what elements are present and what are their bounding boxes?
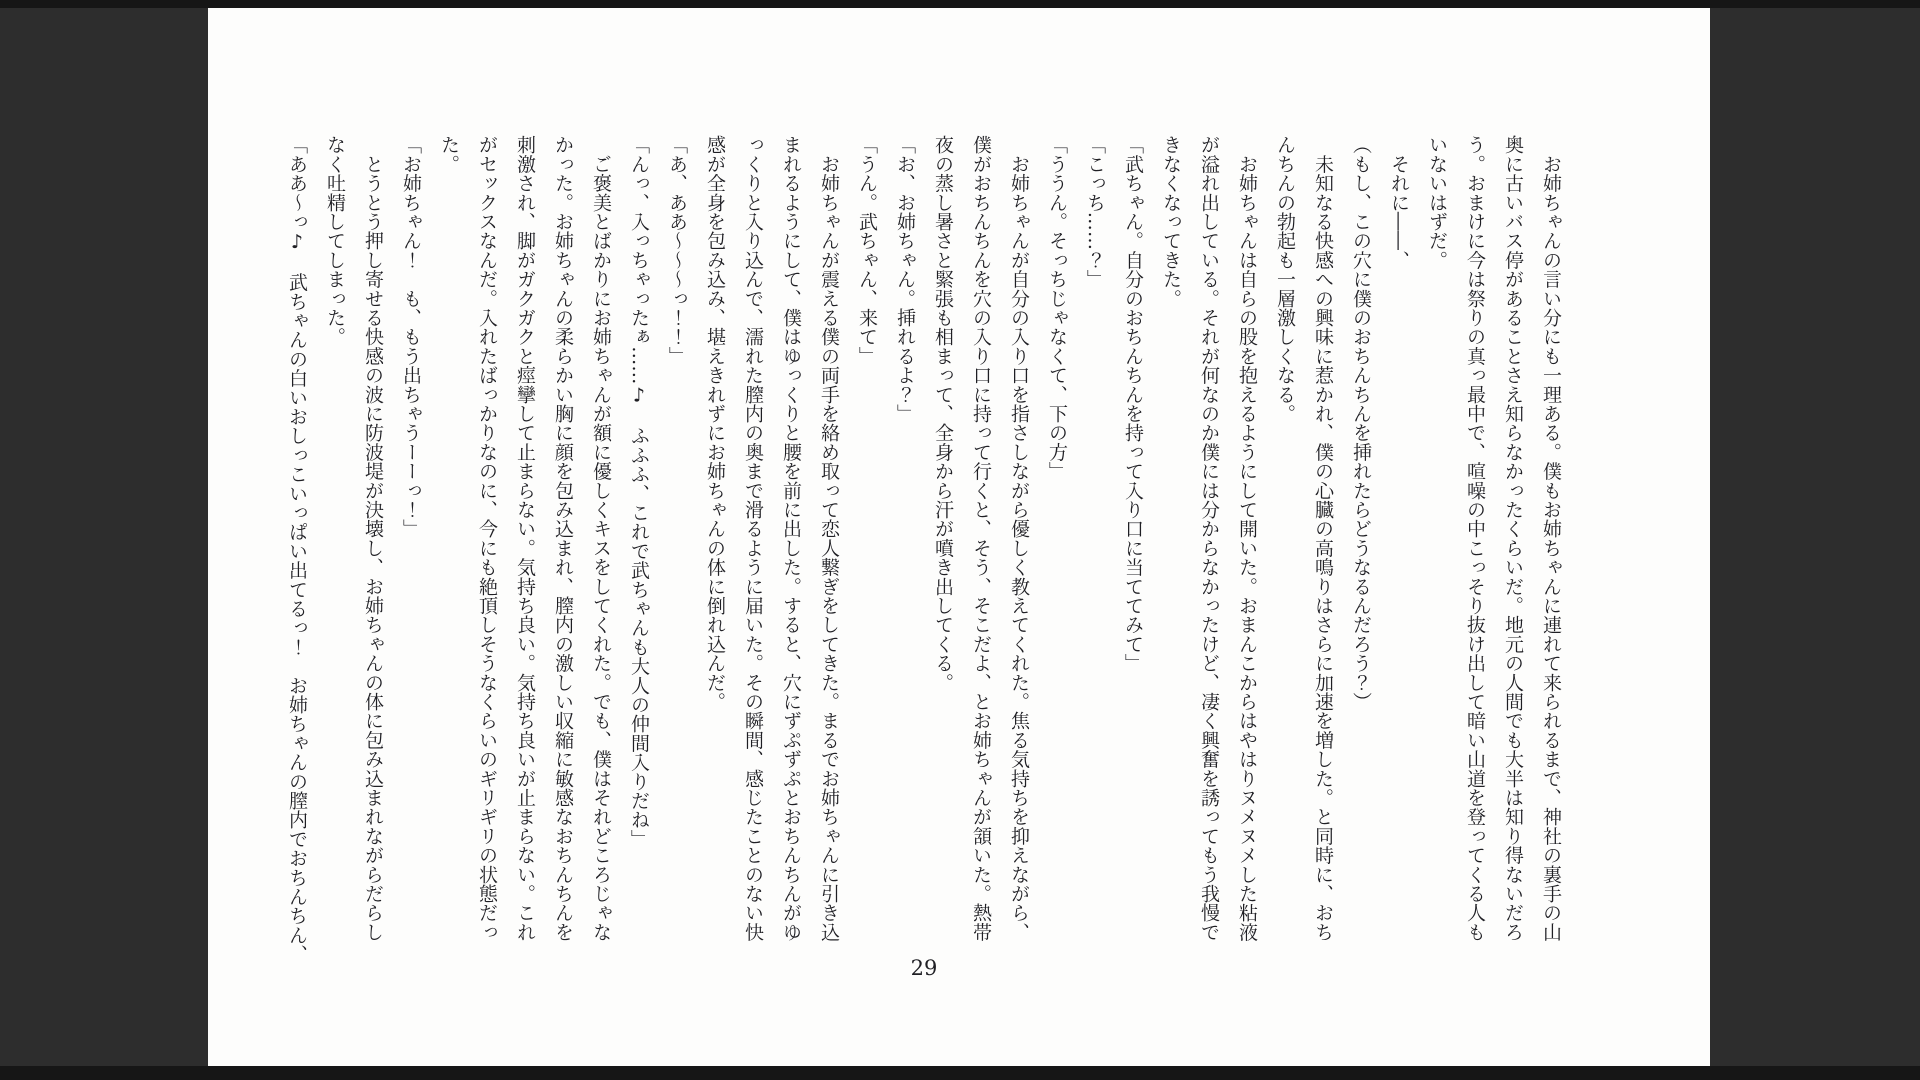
text-line: いないはずだ。 [1426, 135, 1448, 270]
text-line: 僕がおちんちんを穴の入り口に持って行くと、そう、そこだよ、とお姉ちゃんが頷いた。熱帯 [970, 135, 992, 942]
text-line: 夜の蒸し暑さと緊張も相まって、全身から汗が噴き出してくる。 [932, 135, 954, 692]
page-number: 29 [910, 956, 938, 980]
text-line: 「ああ～っ♪ 武ちゃんの白いおしっこいっぱい出てるっ！ お姉ちゃんの膣内でおちんちん、 [286, 135, 308, 964]
text-line: （もし、この穴に僕のおちんちんを挿れたらどうなるんだろう？） [1350, 135, 1372, 711]
text-line: なく吐精してしまった。 [324, 135, 346, 347]
text-line: とうとう押し寄せる快感の波に防波堤が決壊し、お姉ちゃんの体に包み込まれながらだらし [362, 135, 384, 942]
text-line: 「お姉ちゃん！ も、もう出ちゃうーーっ！」 [400, 135, 422, 539]
text-line: 「んっ、入っちゃったぁ……♪ ふふふ、これで武ちゃんも大人の仲間入りだね」 [628, 135, 650, 849]
text-line: お姉ちゃんが震える僕の両手を絡め取って恋人繋ぎをしてきた。まるでお姉ちゃんに引き込 [818, 135, 840, 942]
text-line: ご褒美とばかりにお姉ちゃんが額に優しくキスをしてくれた。でも、僕はそれどころじゃな [590, 135, 612, 942]
text-line: 「こっち……？」 [1084, 135, 1106, 289]
text-line: た。 [438, 135, 460, 174]
bottom-border-bar [0, 1066, 1920, 1080]
vertical-text-block [278, 135, 1570, 968]
top-border-bar [0, 0, 1920, 8]
text-line: 「うん。武ちゃん、来て」 [856, 135, 878, 366]
text-line: お姉ちゃんが自分の入り口を指さしながら優しく教えてくれた。焦る気持ちを抑えながら、 [1008, 135, 1030, 942]
text-line: う。おまけに今は祭りの真っ最中で、喧噪の中こっそり抜け出して暗い山道を登ってくる人も [1464, 135, 1486, 942]
text-line: んちんの勃起も一層激しくなる。 [1274, 135, 1296, 423]
text-line: 「武ちゃん。自分のおちんちんを持って入り口に当ててみて」 [1122, 135, 1144, 673]
text-line: が溢れ出している。それが何なのか僕には分からなかったけど、凄く興奮を誘ってもう我慢で [1198, 135, 1220, 942]
book-page[interactable] [208, 8, 1710, 1066]
text-line: まれるようにして、僕はゆっくりと腰を前に出した。すると、穴にずぷずぷとおちんちんがゆ [780, 135, 802, 942]
text-line: っくりと入り込んで、濡れた膣内の奥まで滑るように届いた。その瞬間、感じたことのない快 [742, 135, 764, 942]
text-line: 「お、お姉ちゃん。挿れるよ？」 [894, 135, 916, 423]
text-line: がセックスなんだ。入れたばっかりなのに、今にも絶頂しそうなくらいのギリギリの状態だっ [476, 135, 498, 942]
text-line: きなくなってきた。 [1160, 135, 1182, 308]
text-line: 奥に古いバス停があることさえ知らなかったくらいだ。地元の人間でも大半は知り得ないだろ [1502, 135, 1524, 942]
text-line: お姉ちゃんの言い分にも一理ある。僕もお姉ちゃんに連れて来られるまで、神社の裏手の山 [1540, 135, 1562, 942]
text-line: それに――、 [1388, 135, 1410, 270]
text-line: 未知なる快感への興味に惹かれ、僕の心臓の高鳴りはさらに加速を増した。と同時に、おち [1312, 135, 1334, 942]
text-line: 感が全身を包み込み、堪えきれずにお姉ちゃんの体に倒れ込んだ。 [704, 135, 726, 711]
text-line: かった。お姉ちゃんの柔らかい胸に顔を包み込まれ、膣内の激しい収縮に敏感なおちんちんを [552, 135, 574, 942]
text-line: 刺激され、脚がガクガクと痙攣して止まらない。気持ち良い。気持ち良いが止まらない。これ [514, 135, 536, 942]
text-line: お姉ちゃんは自らの股を抱えるようにして開いた。おまんこからはやはりヌメヌメした粘液 [1236, 135, 1258, 942]
text-line: 「あ、ああ～～～っ！！」 [666, 135, 688, 366]
text-line: 「ううん。そっちじゃなくて、下の方」 [1046, 135, 1068, 481]
